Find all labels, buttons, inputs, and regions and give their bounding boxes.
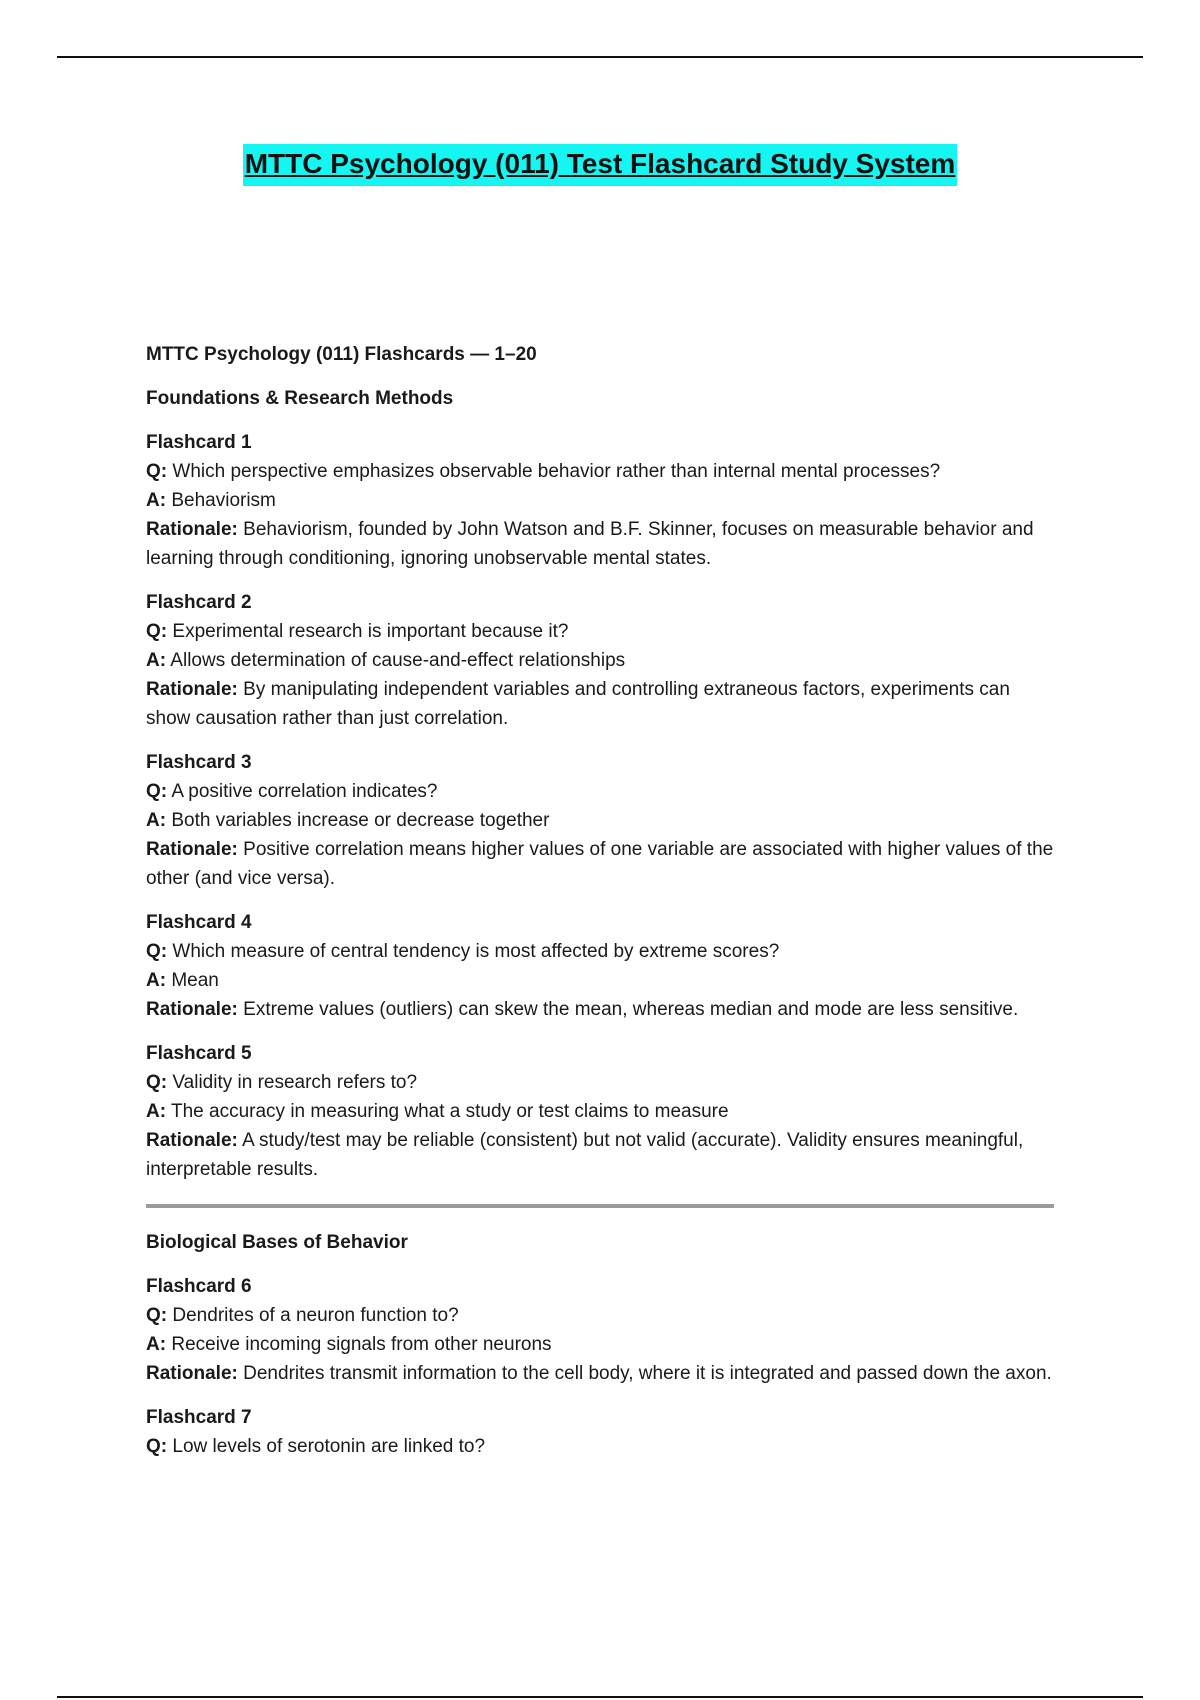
answer-text: The accuracy in measuring what a study or test claims to measure [171,1101,729,1122]
answer-text: Behaviorism [171,490,276,511]
rationale-label: Rationale: [146,839,238,860]
question-label: Q: [146,621,168,642]
question-label: Q: [146,941,168,962]
flashcard-rationale [146,1126,1056,1184]
answer-label: A: [146,1334,167,1355]
section-title: Foundations & Research Methods [146,388,454,409]
flashcard-question [146,1068,1056,1097]
answer-label: A: [146,810,167,831]
flashcard-answer [146,1097,1056,1126]
answer-text: Receive incoming signals from other neurons [171,1334,552,1355]
flashcard-answer [146,966,1056,995]
answer-text: Allows determination of cause-and-effect relationships [170,650,626,671]
flashcard-rationale [146,995,1056,1024]
flashcard-answer [146,806,1056,835]
flashcard-rationale [146,1359,1056,1388]
flashcard-title: Flashcard 5 [146,1043,252,1064]
flashcard-rationale [146,835,1056,893]
question-text: A positive correlation indicates? [171,781,438,802]
rationale-text: By manipulating independent variables and controlling extraneous factors, experiments can show causation rather than just correlation. [146,679,1010,729]
flashcard-answer [146,486,1056,515]
flashcard [146,1403,1056,1461]
flashcard [146,748,1056,893]
flashcard-title: Flashcard 4 [146,912,252,933]
rationale-label: Rationale: [146,999,238,1020]
flashcard [146,428,1056,573]
bottom-rule [57,1696,1143,1698]
rationale-label: Rationale: [146,679,238,700]
question-label: Q: [146,1436,168,1457]
flashcard-title: Flashcard 2 [146,592,252,613]
rationale-label: Rationale: [146,1363,238,1384]
question-text: Which perspective emphasizes observable behavior rather than internal mental processes? [172,461,941,482]
flashcard [146,588,1056,733]
top-rule [57,56,1143,58]
document-body [146,340,1056,1476]
flashcard-title: Flashcard 3 [146,752,252,773]
flashcard-question [146,937,1056,966]
flashcard-question [146,777,1056,806]
flashcard-answer [146,1330,1056,1359]
question-text: Low levels of serotonin are linked to? [172,1436,486,1457]
flashcard-question [146,457,1056,486]
flashcard [146,908,1056,1024]
rationale-label: Rationale: [146,519,238,540]
question-label: Q: [146,461,168,482]
title-block [0,144,1200,186]
series-title: MTTC Psychology (011) Flashcards — 1–20 [146,344,537,365]
document-title: MTTC Psychology (011) Test Flashcard Study System [243,144,958,186]
section-title: Biological Bases of Behavior [146,1232,408,1253]
section-divider [146,1204,1054,1208]
answer-label: A: [146,1101,167,1122]
question-label: Q: [146,1305,168,1326]
flashcard [146,1039,1056,1184]
flashcard-rationale [146,675,1056,733]
question-text: Validity in research refers to? [172,1072,418,1093]
flashcard-rationale [146,515,1056,573]
answer-label: A: [146,970,167,991]
flashcard-question [146,617,1056,646]
answer-label: A: [146,490,167,511]
flashcard-answer [146,646,1056,675]
question-text: Dendrites of a neuron function to? [172,1305,459,1326]
flashcard-title: Flashcard 6 [146,1276,252,1297]
question-text: Experimental research is important because it? [172,621,569,642]
answer-text: Both variables increase or decrease together [171,810,550,831]
flashcard-title: Flashcard 7 [146,1407,252,1428]
flashcard [146,1272,1056,1388]
rationale-text: A study/test may be reliable (consistent) but not valid (accurate). Validity ensures meaningful, interpretable results. [146,1130,1024,1180]
question-text: Which measure of central tendency is most affected by extreme scores? [172,941,780,962]
question-label: Q: [146,781,168,802]
answer-label: A: [146,650,167,671]
rationale-text: Dendrites transmit information to the cell body, where it is integrated and passed down the axon. [243,1363,1052,1384]
flashcard-question [146,1432,1056,1461]
rationale-text: Extreme values (outliers) can skew the mean, whereas median and mode are less sensitive. [243,999,1019,1020]
rationale-label: Rationale: [146,1130,238,1151]
flashcard-question [146,1301,1056,1330]
flashcard-title: Flashcard 1 [146,432,252,453]
rationale-text: Behaviorism, founded by John Watson and B.F. Skinner, focuses on measurable behavior and learning through conditioning, ignoring unobservable mental states. [146,519,1034,569]
rationale-text: Positive correlation means higher values of one variable are associated with higher values of the other (and vice versa). [146,839,1054,889]
answer-text: Mean [171,970,219,991]
question-label: Q: [146,1072,168,1093]
